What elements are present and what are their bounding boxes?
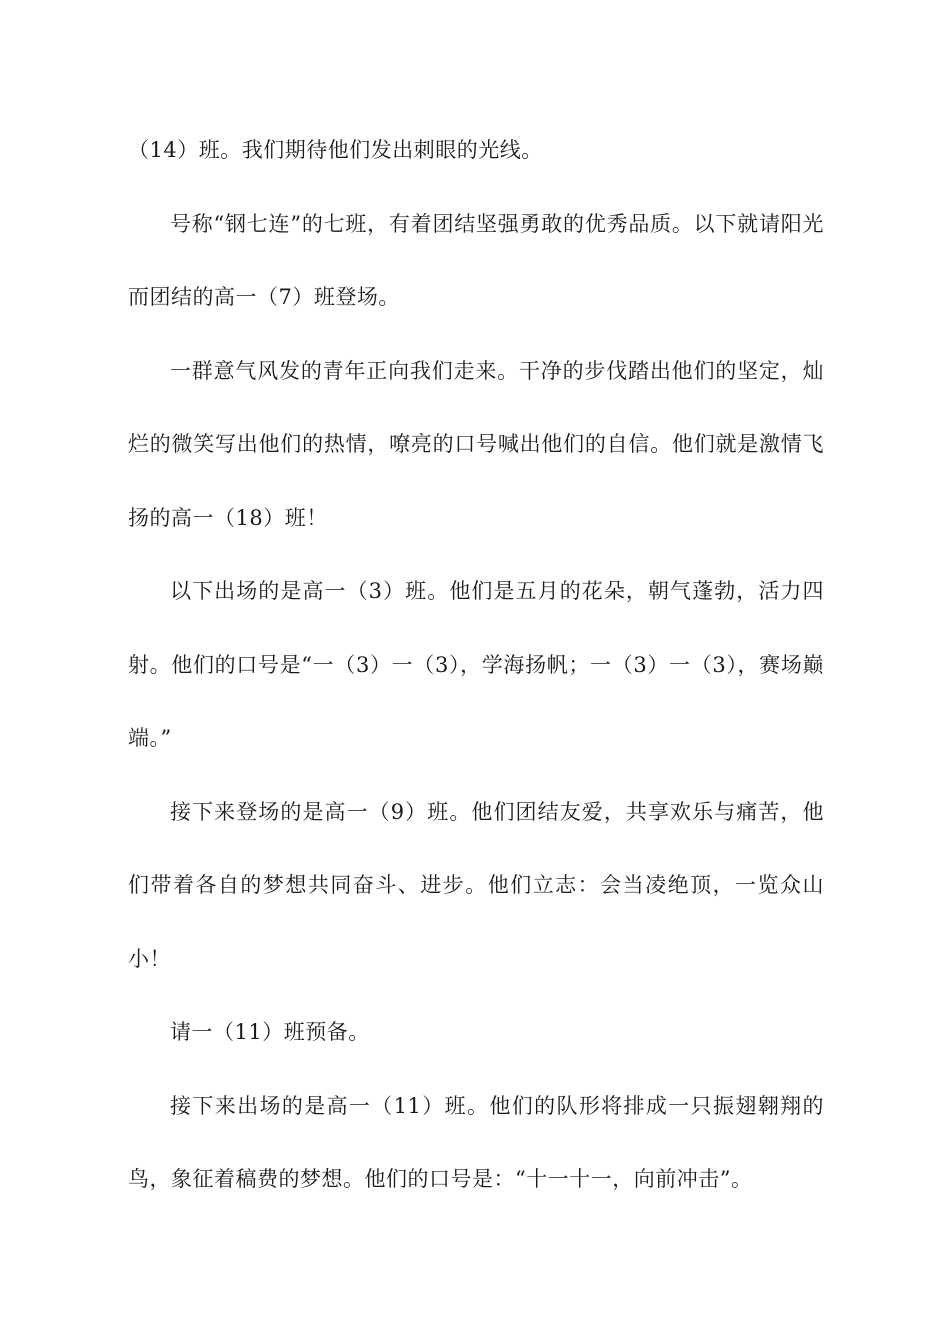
paragraph-class-11-prepare: 请一（11）班预备。 <box>170 1020 370 1044</box>
paragraph-class-11: 接下来出场的是高一（11）班。他们的队形将排成一只振翅翱翔的鸟，象征着稿费的梦想。他们的口号是：“十一十一，向前冲击”。 <box>128 1093 824 1191</box>
paragraph-class-9: 接下来登场的是高一（9）班。他们团结友爱，共享欢乐与痛苦，他们带着各自的梦想共同奋斗、进步。他们立志：会当凌绝顶，一览众山小！ <box>128 799 824 971</box>
paragraph-class-18: 一群意气风发的青年正向我们走来。干净的步伐踏出他们的坚定，灿烂的微笑写出他们的热情，嘹亮的口号喊出他们的自信。他们就是激情飞扬的高一（18）班！ <box>128 358 824 530</box>
paragraph-class-7: 号称“钢七连”的七班，有着团结坚强勇敢的优秀品质。以下就请阳光而团结的高一（7）班登场。 <box>128 211 824 309</box>
paragraph-class-3: 以下出场的是高一（3）班。他们是五月的花朵，朝气蓬勃，活力四射。他们的口号是“一（3）一（3），学海扬帆；一（3）一（3），赛场巅端。” <box>128 579 824 750</box>
paragraph-class-14: （14）班。我们期待他们发出刺眼的光线。 <box>128 138 543 162</box>
document-body <box>128 114 824 1217</box>
